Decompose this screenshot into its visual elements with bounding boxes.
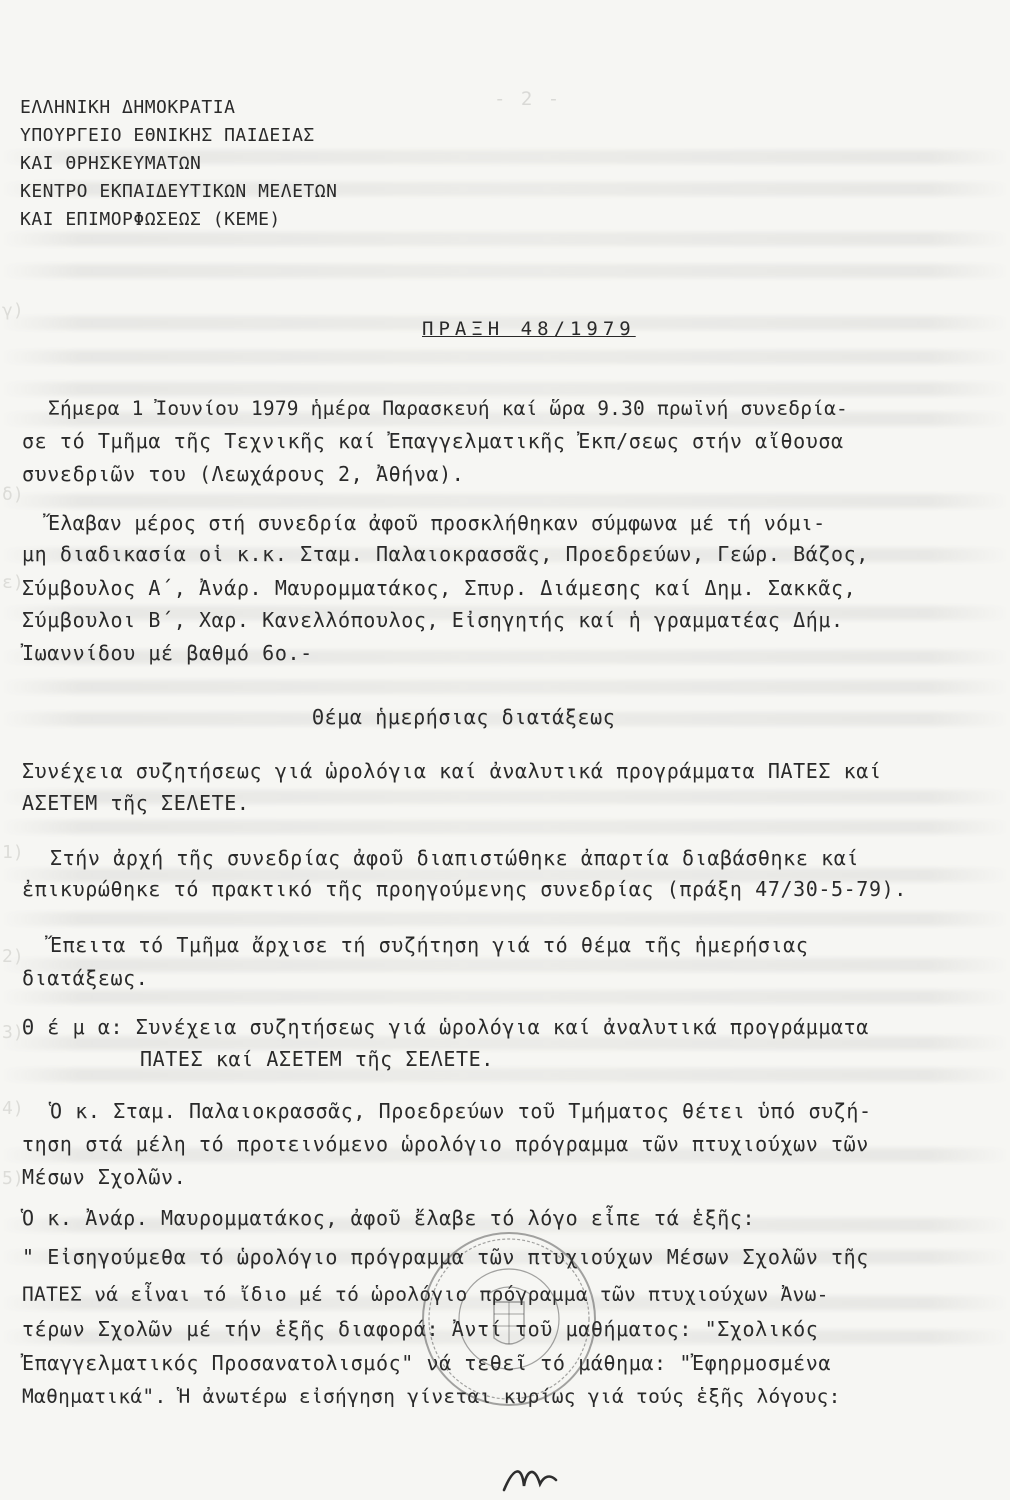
margin-mark: 1) [2, 842, 24, 863]
body-line: ΠΑΤΕΣ καί ΑΣΕΤΕΜ τῆς ΣΕΛΕΤΕ. [140, 1047, 494, 1071]
body-line: ΑΣΕΤΕΜ τῆς ΣΕΛΕΤΕ. [22, 791, 250, 815]
body-line: Σήμερα 1 Ἰουνίου 1979 ἡμέρα Παρασκευή καί ὥρα 9.30 πρωϊνή συνεδρία- [48, 397, 848, 420]
letterhead-line: ΚΑΙ ΘΡΗΣΚΕΥΜΑΤΩΝ [20, 153, 202, 174]
letterhead-line: ΚΕΝΤΡΟ ΕΚΠΑΙΔΕΥΤΙΚΩΝ ΜΕΛΕΤΩΝ [20, 181, 338, 202]
body-line: Ἔπειτα τό Τμῆμα ἄρχισε τή συζήτηση γιά τό θέμα τῆς ἡμερήσιας [50, 933, 809, 957]
section-heading: Θέμα ἡμερήσιας διατάξεως [312, 705, 616, 729]
body-line: Ἐπαγγελματικός Προσανατολισμός" νά τεθεῖ τό μάθημα: "Ἐφηρμοσμένα [22, 1351, 832, 1375]
bleed-through-line [0, 264, 1010, 278]
bleed-through-line [0, 820, 1010, 834]
bleed-through-line [0, 958, 1010, 972]
letterhead [20, 94, 337, 234]
body-line: ἐπικυρώθηκε τό πρακτικό τῆς προηγούμενης συνεδρίας (πράξη 47/30-5-79). [22, 877, 907, 901]
body-line: ΠΑΤΕΣ νά εἶναι τό ἴδιο μέ τό ὡρολόγιο πρόγραμμα τῶν πτυχιούχων Ἀνω- [22, 1283, 829, 1306]
body-line: Μέσων Σχολῶν. [22, 1165, 187, 1189]
body-line: Θ έ μ α: Συνέχεια συζητήσεως γιά ὡρολόγια καί ἀναλυτικά προγράμματα [22, 1015, 869, 1039]
margin-mark: 2) [2, 946, 24, 967]
official-seal-stamp [418, 1228, 600, 1410]
bleed-through-line [0, 990, 1010, 1004]
body-line: Σύμβουλοι Β΄, Χαρ. Κανελλόπουλος, Εἰσηγητής καί ἡ γραμματέας Δήμ. [22, 608, 844, 632]
body-line: Ἔλαβαν μέρος στή συνεδρία ἀφοῦ προσκλήθηκαν σύμφωνα μέ τή νόμι- [48, 511, 826, 535]
bleed-through-line [0, 494, 1010, 508]
letterhead-line: ΥΠΟΥΡΓΕΙΟ ΕΘΝΙΚΗΣ ΠΑΙΔΕΙΑΣ [20, 125, 315, 146]
body-line: Ἰωαννίδου μέ βαθμό 6ο.- [22, 641, 313, 665]
body-line: μη διαδικασία οἱ κ.κ. Σταμ. Παλαιοκρασσᾶς, Προεδρεύων, Γεώρ. Βάζος, [22, 542, 869, 566]
letterhead-line: ΚΑΙ ΕΠΙΜΟΡΦΩΣΕΩΣ (ΚΕΜΕ) [20, 209, 281, 230]
margin-mark: 4) [2, 1098, 24, 1119]
margin-mark: 3) [2, 1022, 24, 1043]
body-line: τηση στά μέλη τό προτεινόμενο ὡρολόγιο πρόγραμμα τῶν πτυχιούχων τῶν [22, 1132, 869, 1156]
body-line: Συνέχεια συζητήσεως γιά ὡρολόγια καί ἀναλυτικά προγράμματα ΠΑΤΕΣ καί [22, 759, 882, 783]
margin-mark: 5) [2, 1168, 24, 1189]
signature-mark [500, 1456, 560, 1496]
document-title: ΠΡΑΞΗ 48/1979 [422, 318, 636, 340]
body-line: Σύμβουλος Α΄, Ἀνάρ. Μαυρομματάκος, Σπυρ. Διάμεσης καί Δημ. Σακκᾶς, [22, 576, 857, 600]
page-number: - 2 - [494, 88, 562, 110]
body-line: Στήν ἀρχή τῆς συνεδρίας ἀφοῦ διαπιστώθηκε ἀπαρτία διαβάσθηκε καί [50, 846, 860, 870]
margin-mark: ε) [2, 572, 24, 593]
margin-mark: δ) [2, 484, 24, 505]
bleed-through-line [0, 912, 1010, 926]
letterhead-line: ΕΛΛΗΝΙΚΗ ΔΗΜΟΚΡΑΤΙΑ [20, 97, 236, 118]
body-line: " Εἰσηγούμεθα τό ὡρολόγιο πρόγραμμα τῶν πτυχιούχων Μέσων Σχολῶν τῆς [22, 1245, 869, 1269]
margin-mark: γ) [2, 300, 24, 321]
body-line: Ὁ κ. Σταμ. Παλαιοκρασσᾶς, Προεδρεύων τοῦ Τμήματος θέτει ὑπό συζή- [50, 1099, 872, 1123]
body-line: Ὁ κ. Ἀνάρ. Μαυρομματάκος, ἀφοῦ ἔλαβε τό λόγο εἶπε τά ἑξῆς: [22, 1206, 756, 1230]
bleed-through-line [0, 680, 1010, 694]
bleed-through-line [0, 350, 1010, 364]
body-line: διατάξεως. [22, 966, 149, 990]
bleed-through-line [0, 382, 1010, 396]
body-line: σε τό Τμῆμα τῆς Τεχνικῆς καί Ἐπαγγελματικῆς Ἐκπ/σεως στήν αἴθουσα [22, 429, 844, 453]
body-line: συνεδριῶν του (Λεωχάρους 2, Ἀθήνα). [22, 462, 465, 486]
bleed-through-line [0, 232, 1010, 246]
body-line: τέρων Σχολῶν μέ τήν ἑξῆς διαφορά: Ἀντί τοῦ μαθήματος: "Σχολικός [22, 1317, 819, 1341]
body-line: Μαθηματικά". Ἡ ἀνωτέρω εἰσήγηση γίνεται κυρίως γιά τούς ἑξῆς λόγους: [22, 1385, 841, 1408]
